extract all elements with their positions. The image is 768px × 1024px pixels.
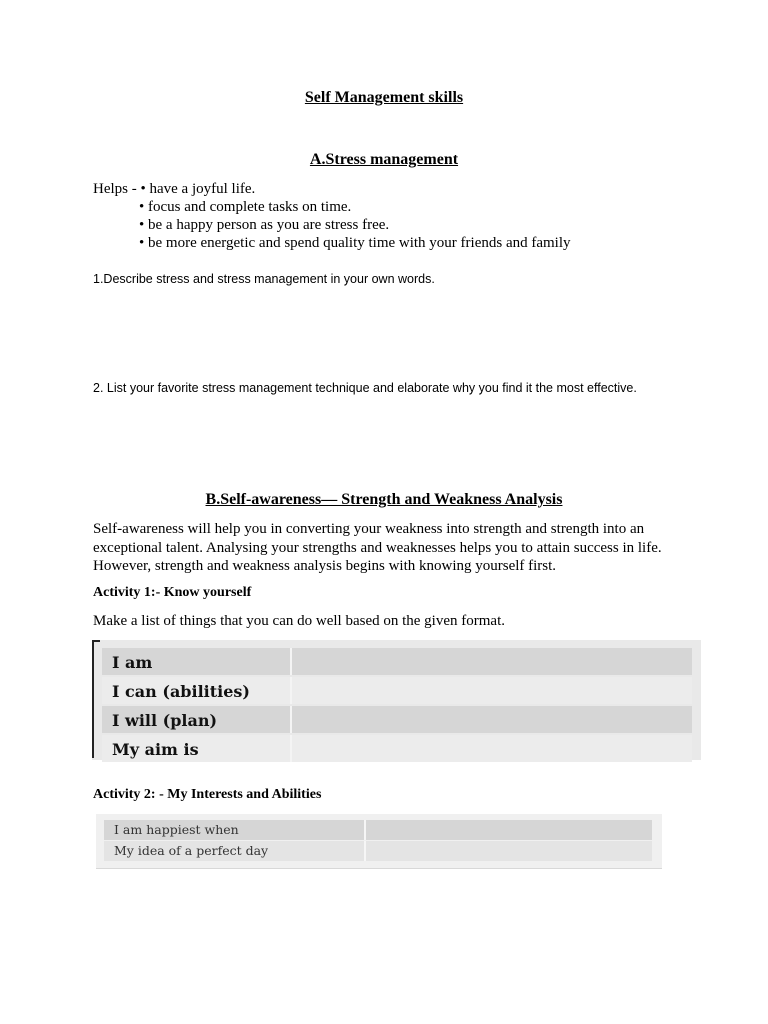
row-label-happiest: I am happiest when (104, 820, 366, 840)
row-label-my-aim: My aim is (102, 735, 292, 762)
table-row (104, 820, 652, 840)
answer-cell (292, 677, 692, 704)
row-label-perfect-day: My idea of a perfect day (104, 841, 366, 861)
table-row (104, 841, 652, 861)
bullet-item: • be more energetic and spend quality time with your friends and family (139, 235, 571, 251)
table-border (92, 640, 94, 758)
row-label-i-am: I am (102, 648, 292, 675)
row-label-i-will: I will (plan) (102, 706, 292, 733)
activity-2-heading: Activity 2: - My Interests and Abilities (93, 787, 322, 802)
answer-cell (292, 735, 692, 762)
question-1: 1.Describe stress and stress management in your own words. (93, 272, 435, 286)
answer-cell (292, 648, 692, 675)
section-b-heading: B.Self-awareness— Strength and Weakness Analysis (205, 491, 563, 508)
activity-1-instruction: Make a list of things that you can do well based on the given format. (93, 613, 505, 629)
document-title: Self Management skills (304, 89, 464, 106)
table-row (102, 735, 692, 762)
bullet-item: • focus and complete tasks on time. (139, 199, 352, 215)
table-border (92, 640, 100, 642)
section-b-paragraph: Self-awareness will help you in converting your weakness into strength and strength into an exceptional talent. Analysing your strengths and weaknesses helps you to attain success in life. However, strength and weakness analysis begins with knowing yourself first. (93, 521, 662, 574)
bullet-item: • be a happy person as you are stress free. (139, 217, 390, 233)
table-row (102, 677, 692, 704)
row-label-i-can: I can (abilities) (102, 677, 292, 704)
table-row (102, 648, 692, 675)
table-row (102, 706, 692, 733)
answer-cell (292, 706, 692, 733)
section-a-heading: A.Stress management (309, 151, 459, 168)
question-2: 2. List your favorite stress management technique and elaborate why you find it the most effective. (93, 381, 637, 395)
answer-cell (366, 820, 652, 840)
activity-1-heading: Activity 1:- Know yourself (93, 585, 252, 600)
answer-cell (366, 841, 652, 861)
helps-line: Helps - • have a joyful life. (93, 181, 256, 197)
